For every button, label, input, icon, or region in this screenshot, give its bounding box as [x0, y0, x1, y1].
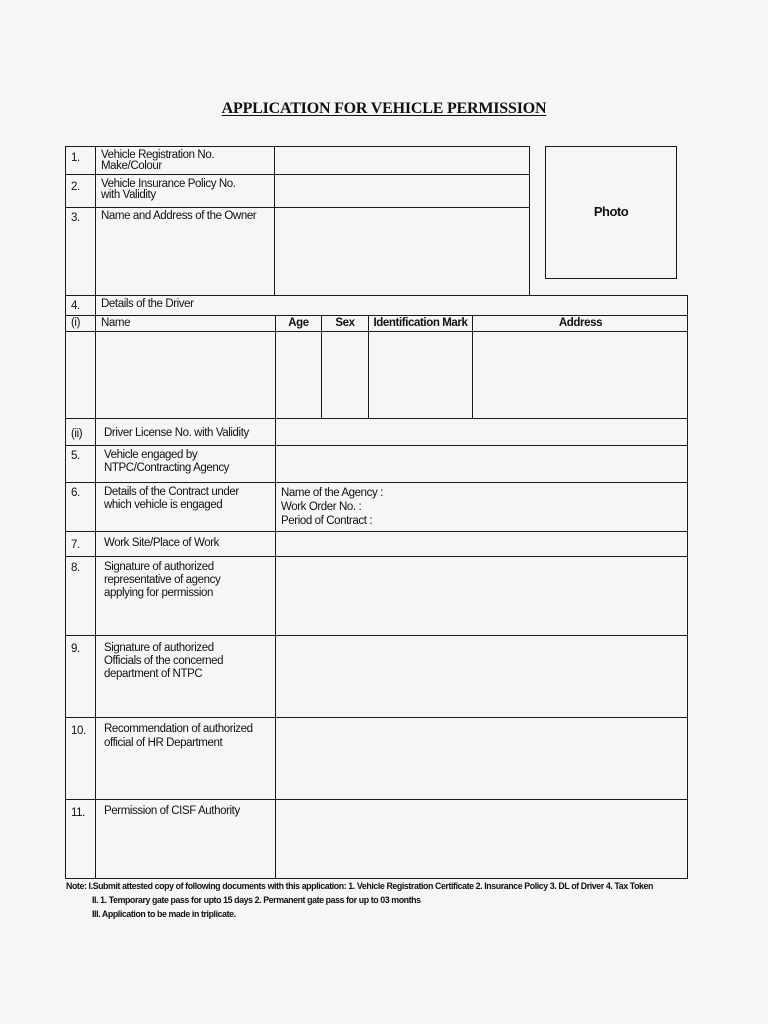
- row-7-label: Work Site/Place of Work: [104, 537, 219, 549]
- row-3-number: 3.: [71, 212, 80, 224]
- insurance-policy-field[interactable]: [276, 175, 529, 206]
- row-11-number: 11.: [71, 807, 85, 819]
- row-2-number: 2.: [71, 181, 80, 193]
- row-7-number: 7.: [71, 539, 80, 551]
- row-9-label-line1: Signature of authorized: [104, 642, 214, 654]
- license-validity-field[interactable]: [276, 419, 687, 445]
- work-order-field-label[interactable]: Work Order No. :: [281, 501, 362, 513]
- row-8-label-line3: applying for permission: [104, 587, 214, 599]
- driver-name-field[interactable]: [96, 332, 274, 418]
- cisf-permission-field[interactable]: [276, 800, 687, 878]
- row-6-label-line1: Details of the Contract under: [104, 486, 239, 498]
- note-line-3: III. Application to be made in triplicate.: [92, 909, 236, 919]
- driver-sex-field[interactable]: [322, 332, 367, 418]
- header-identification-mark: Identification Mark: [373, 317, 468, 329]
- row-1-number: 1.: [71, 152, 80, 164]
- driver-address-field[interactable]: [473, 332, 687, 418]
- header-age: Age: [288, 317, 309, 329]
- vehicle-engaged-by-field[interactable]: [276, 446, 687, 482]
- row-8-label-line1: Signature of authorized: [104, 561, 214, 573]
- work-site-field[interactable]: [276, 532, 687, 556]
- owner-name-address-field[interactable]: [276, 208, 529, 295]
- agency-signature-field[interactable]: [276, 557, 687, 635]
- photo-label: Photo: [593, 204, 629, 219]
- row-2-label-line1: Vehicle Insurance Policy No.: [101, 178, 236, 190]
- row-9-label-line2: Officials of the concerned: [104, 655, 224, 667]
- row-2-label-line2: with Validity: [101, 189, 156, 201]
- row-4-label: Details of the Driver: [101, 298, 194, 310]
- row-10-label-line2: official of HR Department: [104, 737, 223, 749]
- header-name: Name: [101, 317, 131, 329]
- row-ii-label: Driver License No. with Validity: [104, 427, 249, 439]
- row-ii-number: (ii): [71, 428, 83, 440]
- row-i-number: (i): [71, 317, 81, 329]
- row-10-label-line1: Recommendation of authorized: [104, 723, 253, 735]
- row-1-label-line2: Make/Colour: [101, 160, 162, 172]
- driver-age-field[interactable]: [276, 332, 320, 418]
- row-4-number: 4.: [71, 300, 80, 312]
- header-sex: Sex: [335, 317, 355, 329]
- row-9-number: 9.: [71, 643, 80, 655]
- ntpc-signature-field[interactable]: [276, 636, 687, 717]
- note-line-2: II. 1. Temporary gate pass for upto 15 days 2. Permanent gate pass for up to 03 months: [92, 895, 421, 905]
- row-8-number: 8.: [71, 562, 80, 574]
- row-6-label-line2: which vehicle is engaged: [104, 499, 223, 511]
- agency-name-field-label[interactable]: Name of the Agency :: [281, 487, 383, 499]
- header-address: Address: [558, 317, 603, 329]
- row-8-label-line2: representative of agency: [104, 574, 221, 586]
- row-9-label-line3: department of NTPC: [104, 668, 203, 680]
- note-line-1: Note: I.Submit attested copy of following documents with this application: 1. Vehicle Registration Certificate 2. Insurance Policy 3. DL of Driver 4. Tax Token: [66, 881, 654, 891]
- identification-mark-field[interactable]: [369, 332, 471, 418]
- row-11-label: Permission of CISF Authority: [104, 805, 240, 817]
- contract-period-field-label[interactable]: Period of Contract :: [281, 515, 373, 527]
- form-title: APPLICATION FOR VEHICLE PERMISSION: [221, 100, 547, 117]
- row-5-label-line1: Vehicle engaged by: [104, 449, 198, 461]
- row-6-number: 6.: [71, 487, 80, 499]
- row-1-label-line1: Vehicle Registration No.: [101, 149, 215, 161]
- row-5-number: 5.: [71, 450, 80, 462]
- hr-recommendation-field[interactable]: [276, 718, 687, 799]
- row-3-label: Name and Address of the Owner: [101, 210, 257, 222]
- row-5-label-line2: NTPC/Contracting Agency: [104, 462, 230, 474]
- row-10-number: 10.: [71, 725, 86, 737]
- vehicle-registration-field[interactable]: [276, 147, 529, 174]
